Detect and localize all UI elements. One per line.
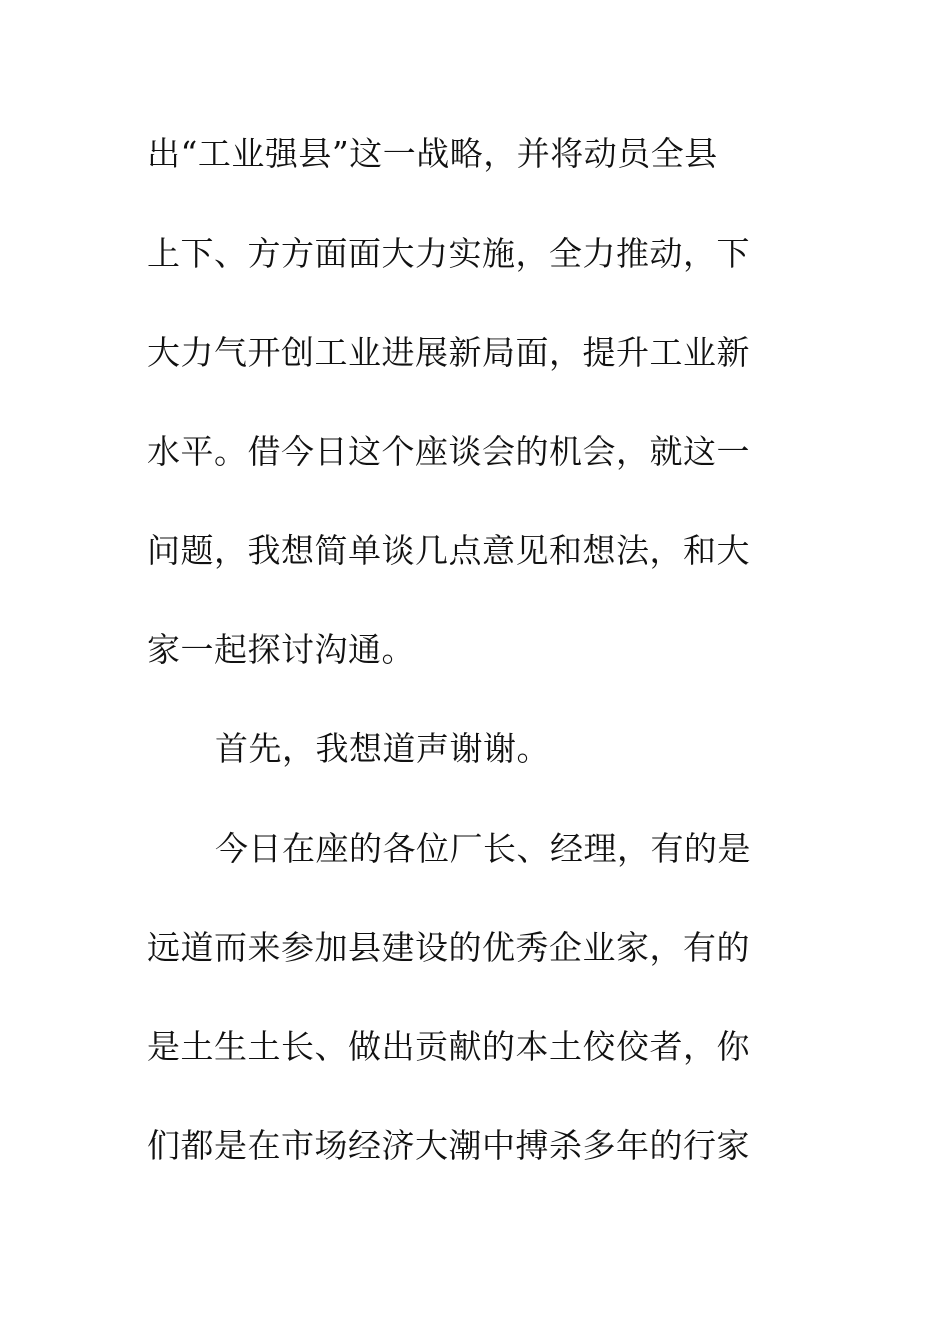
paragraph-line: 家一起探讨沟通。 — [147, 630, 415, 669]
paragraph-line: 们都是在市场经济大潮中搏杀多年的行家 — [147, 1126, 750, 1165]
paragraph-line: 水平。借今日这个座谈会的机会，就这一 — [147, 432, 750, 471]
paragraph-line: 上下、方方面面大力实施，全力推动，下 — [147, 234, 750, 273]
paragraph-line: 今日在座的各位厂长、经理，有的是 — [215, 829, 751, 868]
paragraph-line: 是土生土长、做出贡献的本土佼佼者，你 — [147, 1027, 750, 1066]
paragraph-line: 首先，我想道声谢谢。 — [215, 729, 550, 768]
paragraph-line: 大力气开创工业进展新局面，提升工业新 — [147, 333, 750, 372]
paragraph-line: 出“工业强县”这一战略，并将动员全县 — [147, 134, 718, 173]
paragraph-line: 远道而来参加县建设的优秀企业家，有的 — [147, 928, 750, 967]
paragraph-line: 问题，我想简单谈几点意见和想法，和大 — [147, 531, 750, 570]
